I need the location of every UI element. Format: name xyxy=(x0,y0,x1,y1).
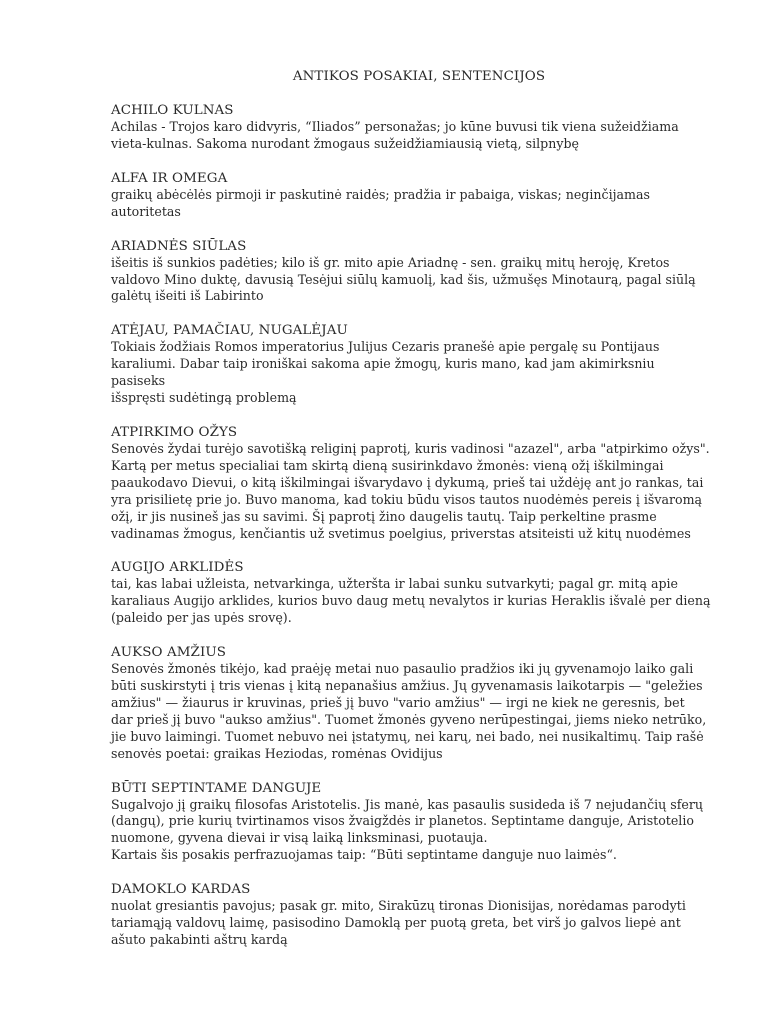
entry xyxy=(111,102,711,153)
entry-body: Sugalvojo jį graikų filosofas Aristotelis. Jis manė, kas pasaulis susideda iš 7 nejudančių sferų (dangų), prie kurių tvirtinamos visos žvaigždės ir planetos. Septintame danguje, Aristotelio nuomone, gyvena dievai ir visą laiką linksminasi, puotauja. Kartais šis posakis perfrazuojamas taip: “Būti septintame danguje nuo laimės“. xyxy=(111,796,703,863)
entry-heading: DAMOKLO KARDAS xyxy=(111,882,251,898)
entry-heading: ATĖJAU, PAMAČIAU, NUGALĖJAU xyxy=(111,323,348,339)
document-page xyxy=(111,0,711,949)
entry xyxy=(111,881,711,949)
entry-body: Senovės žmonės tikėjo, kad praėję metai nuo pasaulio pradžios iki jų gyvenamojo laiko gali būti suskirstyti į tris vienas į kitą nepanašius amžius. Jų gyvenamasis laikotarpis — "geležies amžius" — žiaurus ir kruvinas, prieš jį buvo "vario amžius" — irgi ne kiek ne geresnis, bet dar prieš jį buvo "aukso amžius". Tuomet žmonės gyveno nerūpestingai, jiems nieko netrūko, jie buvo laimingi. Tuomet nebuvo nei įstatymų, nei karų, nei bado, nei nusikaltimų. Taip rašė senovės poetai: graikas Heziodas, romėnas Ovidijus xyxy=(111,661,707,761)
entry-body: Tokiais žodžiais Romos imperatorius Julijus Cezaris pranešė apie pergalę su Pontijaus karaliumi. Dabar taip ironiškai sakoma apie žmogų, kuris mano, kad jam akimirksniu pasiseks išspręsti sudėtingą problemą xyxy=(111,339,660,406)
entry-heading: AUGIJO ARKLIDĖS xyxy=(111,560,244,576)
document-title: ANTIKOS POSAKIAI, SENTENCIJOS xyxy=(292,69,546,84)
entry xyxy=(111,424,711,542)
entry-body: nuolat gresiantis pavojus; pasak gr. mito, Sirakūzų tironas Dionisijas, norėdamas parodyti tariamąją valdovų laimę, pasisodino Damoklą per puotą greta, bet virš jo galvos liepė ant ašuto pakabinti aštrų kardą xyxy=(111,898,686,947)
entry xyxy=(111,170,711,221)
entry xyxy=(111,238,711,306)
entry xyxy=(111,644,711,762)
entry-body: graikų abėcėlės pirmoji ir paskutinė raidės; pradžia ir pabaiga, viskas; neginčijamas autoritetas xyxy=(111,186,650,219)
entry-heading: AUKSO AMŽIUS xyxy=(111,645,227,661)
entry-body: Senovės žydai turėjo savotišką religinį paprotį, kuris vadinosi "azazel", arba "atpirkimo ožys". Kartą per metus specialiai tam skirtą dieną susirinkdavo žmonės: vieną ožį iškilmingai paaukodavo Dievui, o kitą iškilmingai išvarydavo į dykumą, prieš tai uždėję ant jo rankas, tai yra prisilietę prie jo. Buvo manoma, kad tokiu būdu visos tautos nuodėmės pereis į išvaromą ožį, ir jis nusineš jas su savimi. Šį paprotį žino daugelis tautų. Taip perkeltine prasme vadinamas žmogus, kenčiantis už svetimus poelgius, priverstas atsiteisti už kitų nuodėmes xyxy=(111,440,710,541)
entry-heading: ATPIRKIMO OŽYS xyxy=(111,424,238,440)
entry-heading: ACHILO KULNAS xyxy=(111,103,234,118)
entry xyxy=(111,780,711,865)
entry-heading: ARIADNĖS SIŪLAS xyxy=(111,238,247,254)
entry-heading: ALFA IR OMEGA xyxy=(111,170,228,186)
entry xyxy=(111,559,711,627)
entry-body: išeitis iš sunkios padėties; kilo iš gr. mito apie Ariadnę - sen. graikų mitų heroję, Kretos valdovo Mino duktę, davusią Tesėjui siūlų kamuolį, kad šis, užmušęs Minotaurą, pagal siūlą galėtų išeiti iš Labirinto xyxy=(111,254,696,304)
entry-heading: BŪTI SEPTINTAME DANGUJE xyxy=(111,780,322,796)
entry xyxy=(111,322,711,407)
entry-body: Achilas - Trojos karo didvyris, “Iliados” personažas; jo kūne buvusi tik viena sužeidžiama vieta-kulnas. Sakoma nurodant žmogaus sužeidžiamiausią vietą, silpnybę xyxy=(111,119,679,151)
entry-body: tai, kas labai užleista, netvarkinga, užteršta ir labai sunku sutvarkyti; pagal gr. mitą apie karaliaus Augijo arklides, kurios buvo daug metų nevalytos ir kurias Heraklis išvalė per dieną (paleido per jas upės srovę). xyxy=(111,576,711,626)
